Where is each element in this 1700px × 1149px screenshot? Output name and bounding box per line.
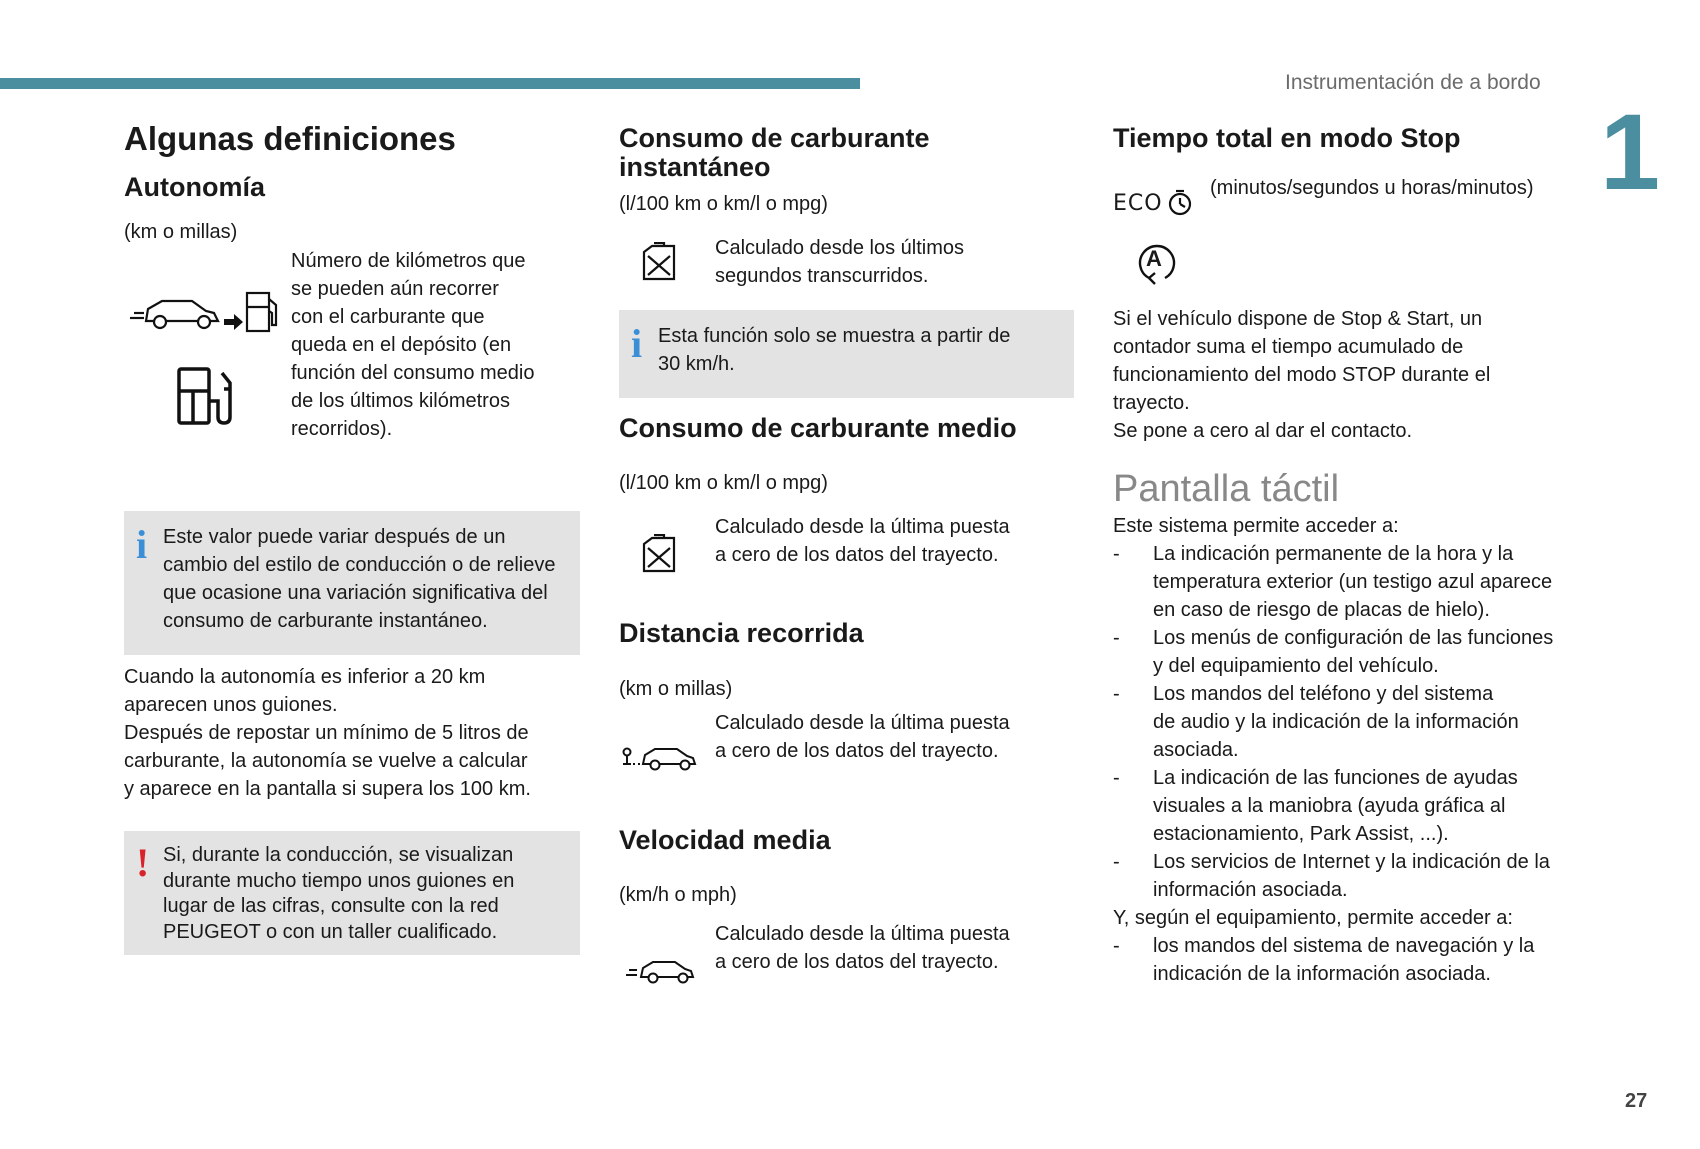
text-line: y aparece en la pantalla si supera los 100 km. [124, 778, 531, 800]
dash-marker: - [1113, 683, 1120, 705]
list-item [1113, 680, 1573, 764]
text-line: Si el vehículo dispone de Stop & Start, un [1113, 308, 1483, 330]
text-line: Los mandos del teléfono y del sistema [1153, 683, 1494, 705]
auto-stop-start-icon [1133, 240, 1177, 288]
text-line: los mandos del sistema de navegación y la [1153, 935, 1535, 957]
dash-marker: - [1113, 543, 1120, 565]
fuel-can-icon [640, 534, 678, 574]
stop-paragraph [1113, 305, 1573, 445]
text-line: trayecto. [1113, 392, 1190, 414]
heading-line: Consumo de carburante [619, 123, 930, 153]
text-line: con el carburante que [291, 306, 485, 328]
heading-stop: Tiempo total en modo Stop [1113, 123, 1461, 153]
text-line: Se pone a cero al dar el contacto. [1113, 420, 1413, 442]
note-line: consumo de carburante instantáneo. [163, 610, 488, 632]
text-line: contador suma el tiempo acumulado de [1113, 336, 1464, 358]
text-line: función del consumo medio [291, 362, 535, 384]
note-line: PEUGEOT o con un taller cualificado. [163, 920, 498, 943]
note-line: lugar de las cifras, consulte con la red [163, 895, 499, 917]
warning-note [124, 831, 580, 955]
average-speed-car-icon [625, 955, 697, 985]
heading-instantaneo [619, 124, 930, 182]
list-item [1113, 848, 1573, 904]
info-icon: i [136, 522, 148, 567]
text-line: información asociada. [1153, 879, 1348, 901]
text-line: Cuando la autonomía es inferior a 20 km [124, 666, 486, 688]
dash-marker: - [1113, 767, 1120, 789]
text-line: Calculado desde la última puesta [715, 712, 1010, 734]
fuel-pump-icon [176, 365, 240, 427]
text-line: visuales a la maniobra (ayuda gráfica al [1153, 795, 1506, 817]
velocidad-description [715, 920, 1070, 976]
text-line: asociada. [1153, 739, 1239, 761]
heading-autonomia: Autonomía [124, 172, 265, 202]
heading-medio: Consumo de carburante medio [619, 413, 1017, 443]
text-line: segundos transcurridos. [715, 265, 929, 287]
text-line: queda en el depósito (en [291, 334, 512, 356]
page-heading: Algunas definiciones [124, 120, 456, 157]
text-line: aparecen unos guiones. [124, 694, 338, 716]
note-line: Este valor puede variar después de un [163, 526, 506, 548]
eco-label: ECO [1113, 190, 1163, 216]
eco-stop-icon [1113, 187, 1194, 219]
text-line: se pueden aún recorrer [291, 278, 499, 300]
text-line: temperatura exterior (un testigo azul aparece [1153, 571, 1553, 593]
text-line: en caso de riesgo de placas de hielo). [1153, 599, 1490, 621]
note-line: que ocasione una variación significativa del [163, 582, 548, 604]
pantalla-content [1113, 512, 1573, 988]
units-medio: (l/100 km o km/l o mpg) [619, 472, 828, 494]
list-item [1113, 540, 1573, 624]
pantalla-list [1113, 540, 1573, 904]
text-line: recorridos). [291, 418, 393, 440]
heading-distancia: Distancia recorrida [619, 618, 864, 648]
text-line: indicación de la información asociada. [1153, 963, 1491, 985]
instantaneo-description [715, 234, 1070, 290]
trip-distance-car-icon [621, 742, 697, 772]
text-line: Número de kilómetros que [291, 250, 526, 272]
note-line: durante mucho tiempo unos guiones en [163, 869, 515, 892]
text-line: Después de repostar un mínimo de 5 litros de [124, 722, 529, 744]
fuel-can-icon [640, 242, 678, 282]
header-accent-bar [0, 78, 860, 89]
text-line: La indicación permanente de la hora y la [1153, 543, 1514, 565]
info-note-instantaneo [619, 310, 1074, 398]
heading-velocidad: Velocidad media [619, 825, 831, 855]
dash-marker: - [1113, 627, 1120, 649]
heading-line: instantáneo [619, 152, 771, 182]
text-line: a cero de los datos del trayecto. [715, 740, 999, 762]
note-line: cambio del estilo de conducción o de relieve [163, 554, 556, 576]
chapter-number: 1 [1600, 91, 1661, 212]
text-line: de audio y la indicación de la información [1153, 711, 1519, 733]
info-note-autonomia [124, 511, 580, 655]
page-number: 27 [1625, 1090, 1648, 1112]
text-line: estacionamiento, Park Assist, ...). [1153, 823, 1449, 845]
heading-pantalla: Pantalla táctil [1113, 468, 1340, 510]
text-line: Calculado desde los últimos [715, 237, 965, 259]
units-stop: (minutos/segundos u horas/minutos) [1210, 177, 1534, 199]
text-line: carburante, la autonomía se vuelve a calcular [124, 750, 528, 772]
pantalla-outro: Y, según el equipamiento, permite acceder a: [1113, 907, 1513, 929]
warning-icon: ! [136, 840, 150, 885]
text-line: a cero de los datos del trayecto. [715, 951, 999, 973]
note-line: Esta función solo se muestra a partir de [658, 325, 1011, 347]
stop-timer-icon [1166, 189, 1194, 217]
units-autonomia: (km o millas) [124, 221, 238, 243]
distancia-description [715, 709, 1070, 765]
autonomia-paragraph [124, 663, 580, 803]
pantalla-extra-list [1113, 932, 1573, 988]
pantalla-intro: Este sistema permite acceder a: [1113, 515, 1399, 537]
text-line: y del equipamiento del vehículo. [1153, 655, 1439, 677]
dash-marker: - [1113, 851, 1120, 873]
units-instantaneo: (l/100 km o km/l o mpg) [619, 193, 828, 215]
text-line: de los últimos kilómetros [291, 390, 510, 412]
note-line: Si, durante la conducción, se visualizan [163, 844, 514, 866]
section-title: Instrumentación de a bordo [1285, 71, 1541, 94]
text-line: La indicación de las funciones de ayudas [1153, 767, 1518, 789]
list-item [1113, 932, 1573, 988]
text-line: funcionamiento del modo STOP durante el [1113, 364, 1491, 386]
text-line: a cero de los datos del trayecto. [715, 544, 999, 566]
text-line: Los menús de configuración de las funciones [1153, 627, 1554, 649]
car-to-fuel-range-icon [126, 285, 286, 335]
units-velocidad: (km/h o mph) [619, 884, 737, 906]
list-item [1113, 624, 1573, 680]
text-line: Los servicios de Internet y la indicación de la [1153, 851, 1550, 873]
medio-description [715, 513, 1070, 569]
info-icon: i [631, 321, 643, 366]
autonomia-description [291, 247, 581, 443]
units-distancia: (km o millas) [619, 678, 733, 700]
note-line: 30 km/h. [658, 353, 735, 375]
text-line: Calculado desde la última puesta [715, 516, 1010, 538]
auto-label: A [1146, 246, 1162, 271]
list-item [1113, 764, 1573, 848]
text-line: Calculado desde la última puesta [715, 923, 1010, 945]
dash-marker: - [1113, 935, 1120, 957]
